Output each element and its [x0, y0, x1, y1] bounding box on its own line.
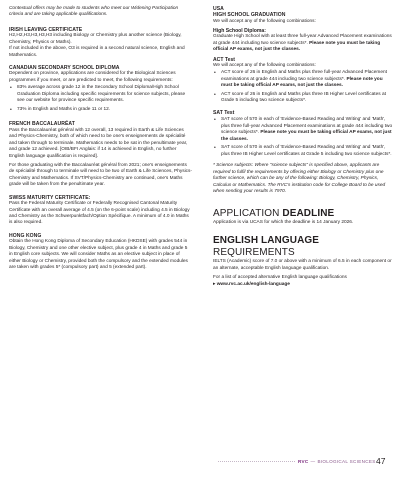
section-heading: HONG KONG: [9, 232, 42, 239]
heading-part: DEADLINE: [282, 207, 335, 219]
heading-part: APPLICATION: [213, 207, 280, 219]
sat-test-heading: SAT Test: [213, 110, 235, 117]
list-item: [213, 70, 394, 89]
footer-label: [296, 459, 378, 464]
canadian-diploma-section: [9, 65, 192, 113]
section-subheading: HIGH SCHOOL GRADUATION: [213, 12, 286, 19]
english-language-link-line: [213, 282, 394, 288]
application-deadline-section: [213, 208, 394, 226]
paragraph: Pass the Federal Maturity Certificate or Federally Recognised Cantonal Maturity Certificate with an overall average of 4.5 (on the 6-point scale) including 4.5 in Biology and Chemistry as the Schwerpunktfach/Option Spécifique. A minimum of 4.0 in Maths is also required.: [9, 201, 190, 226]
paragraph: Dependent on province, applications are considered for the Biological Sciences programmes if you meet, or are predicted to meet, the following requirements:: [9, 71, 176, 83]
footer-section: BIOLOGICAL SCIENCES: [317, 459, 376, 464]
left-column: [9, 6, 192, 271]
section-heading: IRISH LEAVING CERTIFICATE: [9, 26, 83, 33]
list-item: • ACT score of 26 in English and Maths plus three IB Higher Level certificates at Grade 5 including two science subjects*.: [213, 92, 394, 105]
arrow-icon: ▸: [213, 281, 216, 287]
science-subjects-footnote: * Science subjects: Where "science subjects" is specified above, applicants are required to fulfil the requirements by offering either Biology or Chemistry plus one further science, which can be any of the following: Biology, Chemistry, Physics, Calculus or Mathematics. The RVC's institution code for College Board to be used when sending your results is 7970.: [213, 163, 386, 195]
page-number: 47: [376, 456, 386, 466]
act-test-section: [213, 57, 394, 105]
deadline-heading: [213, 208, 394, 220]
section-heading: FRENCH BACCALAURÉAT: [9, 121, 75, 128]
usa-section: [213, 6, 394, 54]
paragraph: If not included in the above, O3 is required in a second natural science, English and Mathematics.: [9, 46, 185, 58]
paragraph: We will accept any of the following combinations:: [213, 18, 316, 24]
act-options-list: [213, 70, 394, 104]
ap-exam-note: Please note you must be taking official AP exams, not just the classes.: [221, 130, 392, 142]
irish-leaving-certificate-section: [9, 27, 192, 59]
footer-separator: —: [310, 459, 316, 464]
hong-kong-section: [9, 233, 192, 272]
heading-part: REQUIREMENTS: [213, 247, 295, 259]
ap-exam-note: Please note you must be taking official AP exams, not just the classes.: [213, 40, 381, 53]
sat-test-section: [213, 110, 394, 158]
paragraph: [213, 34, 394, 53]
text: ACT score of 26 in English and Maths plus three full-year Advanced Placement examinations at grade 444 including two science subjects*.: [221, 70, 387, 82]
list-item: • 73% in English and Maths in grade 11 or 12.: [9, 107, 192, 113]
contextual-offers-note: Contextual offers may be made to students who meet our Widening Participation criteria and are taking applicable qualifications.: [9, 6, 179, 18]
section-heading: USA: [213, 6, 224, 12]
paragraph: For a list of accepted alternative English language qualifications: [213, 275, 347, 281]
text: SAT score of 570 in each of 'Evidence-Based Reading and Writing' and 'Math', plus three full-year Advanced Placement examinations at grade 444 including two science subjects*.: [221, 117, 393, 136]
section-heading: CANADIAN SECONDARY SCHOOL DIPLOMA: [9, 65, 120, 72]
english-heading: [213, 235, 394, 259]
paragraph: IELTS (Academic) score of 7.0 or above with a minimum of 6.5 in each component or an alternate, acceptable English language qualification.: [213, 259, 392, 271]
paragraph: Application is via UCAS for which the deadline is 14 January 2026.: [213, 219, 354, 225]
footer-brand: RVC: [298, 459, 309, 464]
paragraph: Pass the Baccalauréat général with 12 overall, 13 required in Earth & Life Sciences and Physics-Chemistry, both of which need to be one's enseignements de spécialité and taken through to terminale. Mathematics needs to be sat in the penultimate year, and grade 12 achieved. [OIB/BFI Anglais: if 14 is achieved in English, no further English language qualification is required].: [9, 127, 188, 159]
paragraph: H2,H2,H3,H3,H3,H3 including Biology or Chemistry plus another science (Biology, Chemistry, Physics or Maths).: [9, 33, 182, 45]
page-footer: [0, 456, 403, 470]
right-column: [213, 6, 394, 288]
english-language-section: [213, 235, 394, 288]
french-baccalaureat-section: [9, 121, 192, 188]
requirements-list: [9, 85, 192, 113]
paragraph: For those graduating with the Baccalauréat général from 2021; one's enseignements de spécialité through to terminale will need to be two of Earth & Life Sciences, Physics-Chemistry and Mathematics. If SVT/Physics-Chemistry are continued, one's Maths grade will be taken from the penultimate year.: [9, 162, 192, 188]
section-heading: SWISS MATURITY CERTIFICATE:: [9, 194, 91, 201]
text: Graduate High School with at least three full-year Advanced Placement examinations at grade 444 including two science subjects*.: [213, 34, 392, 46]
sat-options-list: [213, 117, 394, 158]
act-test-heading: ACT Test: [213, 56, 235, 63]
high-school-diploma-heading: High School Diploma:: [213, 28, 266, 35]
paragraph: We will accept any of the following combinations:: [213, 63, 316, 68]
list-item: [213, 117, 394, 143]
heading-part: ENGLISH LANGUAGE: [213, 235, 320, 247]
paragraph: Obtain the Hong Kong Diploma of Secondary Education (HKDSE) with grades 544 in Biology, Chemistry and one other elective subject, plus grade 4 in Maths and grade 5 in English core subjects. We will consider Maths as an elective subject in place of either Biology or Chemistry, provided both the compulsory and the extended modules are taken with grades 5* (compulsory part) and 5 (extended part).: [9, 239, 188, 270]
list-item: • 83% average across grade 12 in the Secondary School Diploma/High School Graduation Diploma including specific requirements for science subjects, please see our website for province specific requirements.: [9, 85, 192, 104]
ap-exam-note: Please note you must be taking official AP exams, not just the classes.: [221, 76, 383, 89]
swiss-maturity-section: [9, 195, 192, 227]
english-language-link[interactable]: www.rvc.ac.uk/english-language: [216, 281, 290, 287]
list-item: • SAT score of 570 in each of 'Evidence-Based Reading and Writing' and 'Math', plus three IB Higher Level certificates at Grade 5 including two science subjects*.: [213, 145, 394, 158]
